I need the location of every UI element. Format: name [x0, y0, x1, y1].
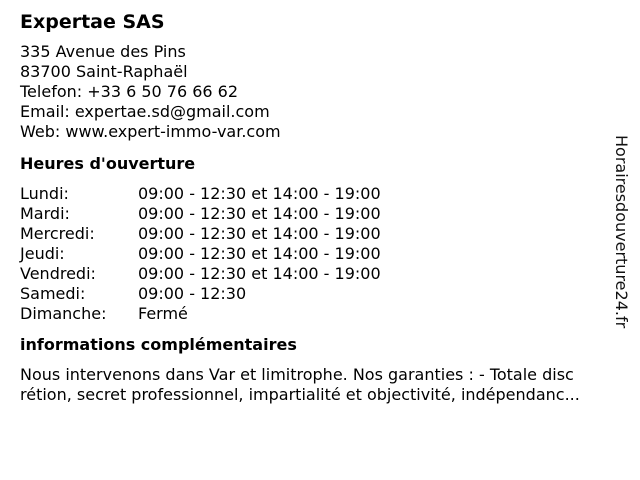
hours-row-samedi — [20, 284, 620, 304]
day-label: Dimanche: — [20, 304, 107, 323]
time-value: 09:00 - 12:30 et 14:00 - 19:00 — [138, 204, 381, 223]
day-label: Mardi: — [20, 204, 70, 223]
hours-heading: Heures d'ouverture — [20, 154, 196, 173]
address-street: 335 Avenue des Pins — [20, 42, 186, 61]
hours-row-jeudi — [20, 244, 620, 264]
time-value: Fermé — [138, 304, 188, 323]
address-city: 83700 Saint-Raphaël — [20, 62, 188, 81]
company-name: Expertae SAS — [20, 11, 165, 33]
hours-row-lundi — [20, 184, 620, 204]
time-value: 09:00 - 12:30 et 14:00 - 19:00 — [138, 184, 381, 203]
hours-row-mercredi — [20, 224, 620, 244]
hours-row-mardi — [20, 204, 620, 224]
time-value: 09:00 - 12:30 et 14:00 - 19:00 — [138, 224, 381, 243]
hours-row-vendredi — [20, 264, 620, 284]
watermark-text: Horairesdouverture24.fr — [612, 135, 631, 329]
day-label: Vendredi: — [20, 264, 96, 283]
email-line: Email: expertae.sd@gmail.com — [20, 102, 270, 121]
day-label: Jeudi: — [20, 244, 65, 263]
time-value: 09:00 - 12:30 et 14:00 - 19:00 — [138, 244, 381, 263]
web-line: Web: www.expert-immo-var.com — [20, 122, 281, 141]
info-heading: informations complémentaires — [20, 335, 297, 354]
hours-row-dimanche — [20, 304, 620, 324]
info-description: Nous intervenons dans Var et limitrophe. Nos garanties : - Totale disc rétion, secret professionnel, impartialité et objectivité, indépendanc... — [20, 365, 580, 404]
day-label: Lundi: — [20, 184, 69, 203]
time-value: 09:00 - 12:30 — [138, 284, 247, 303]
phone-line: Telefon: +33 6 50 76 66 62 — [20, 82, 239, 101]
hours-table — [20, 184, 620, 324]
day-label: Samedi: — [20, 284, 86, 303]
time-value: 09:00 - 12:30 et 14:00 - 19:00 — [138, 264, 381, 283]
business-card — [20, 10, 620, 405]
day-label: Mercredi: — [20, 224, 95, 243]
